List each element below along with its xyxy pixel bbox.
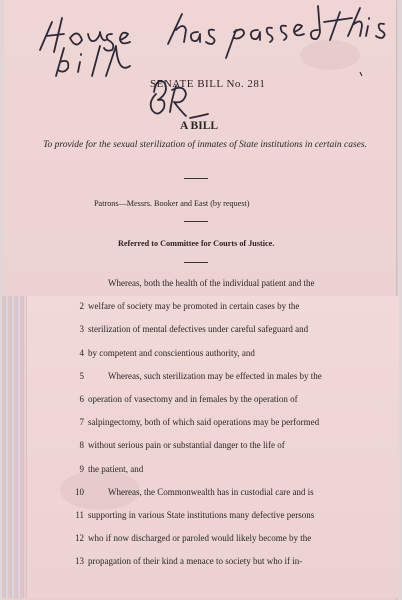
line-text: supporting in various State institutions many defective persons — [88, 510, 315, 520]
handwritten-note — [0, 0, 402, 130]
line-text: sterilization of mental defectives under careful safeguard and — [88, 324, 309, 335]
line-number: 9 — [79, 463, 84, 474]
divider-rule — [184, 221, 208, 222]
line-number: 2 — [79, 301, 84, 312]
line-number: 4 — [79, 347, 84, 358]
line-text: salpingectomy, both of which said operations may be performed — [88, 417, 320, 428]
bill-number: SENATE BILL No. 281 — [150, 78, 266, 90]
line-text: operation of vasectomy and in females by the operation of — [88, 394, 298, 404]
line-number: 13 — [75, 556, 84, 567]
bill-purpose: To provide for the sexual sterilization of inmates of State institutions in certain cases. — [43, 140, 367, 150]
line-text: Whereas, the Commonwealth has in custodial care and is — [108, 486, 314, 497]
line-text: without serious pain or substantial danger to the life of — [88, 440, 285, 451]
line-number: 8 — [79, 440, 84, 451]
patrons-line: Patrons—Messrs. Booker and East (by request) — [94, 199, 250, 208]
divider-rule — [184, 178, 208, 179]
line-text: Whereas, both the health of the individual patient and the — [108, 278, 315, 288]
paper-edge-strip — [2, 296, 24, 598]
referral-line: Referred to Committee for Courts of Justice. — [118, 239, 275, 248]
line-number: 12 — [75, 533, 84, 544]
line-number: 5 — [79, 370, 84, 381]
line-number: 7 — [79, 417, 84, 428]
line-number: 10 — [75, 486, 84, 497]
line-text: who if now discharged or paroled would likely become by the — [88, 533, 312, 544]
line-text: by competent and conscientious authority, and — [88, 347, 255, 358]
bill-heading: A BILL — [180, 120, 219, 132]
line-number: 3 — [79, 324, 84, 335]
line-text: Whereas, such sterilization may be effected in males by the — [108, 370, 322, 381]
line-number: 11 — [75, 510, 84, 520]
line-text: propagation of their kind a menace to society but who if in- — [88, 556, 303, 567]
line-text: welfare of society may be promoted in certain cases by the — [88, 301, 300, 312]
divider-rule — [184, 262, 208, 263]
line-text: the patient, and — [88, 463, 144, 474]
line-number: 6 — [79, 394, 84, 404]
